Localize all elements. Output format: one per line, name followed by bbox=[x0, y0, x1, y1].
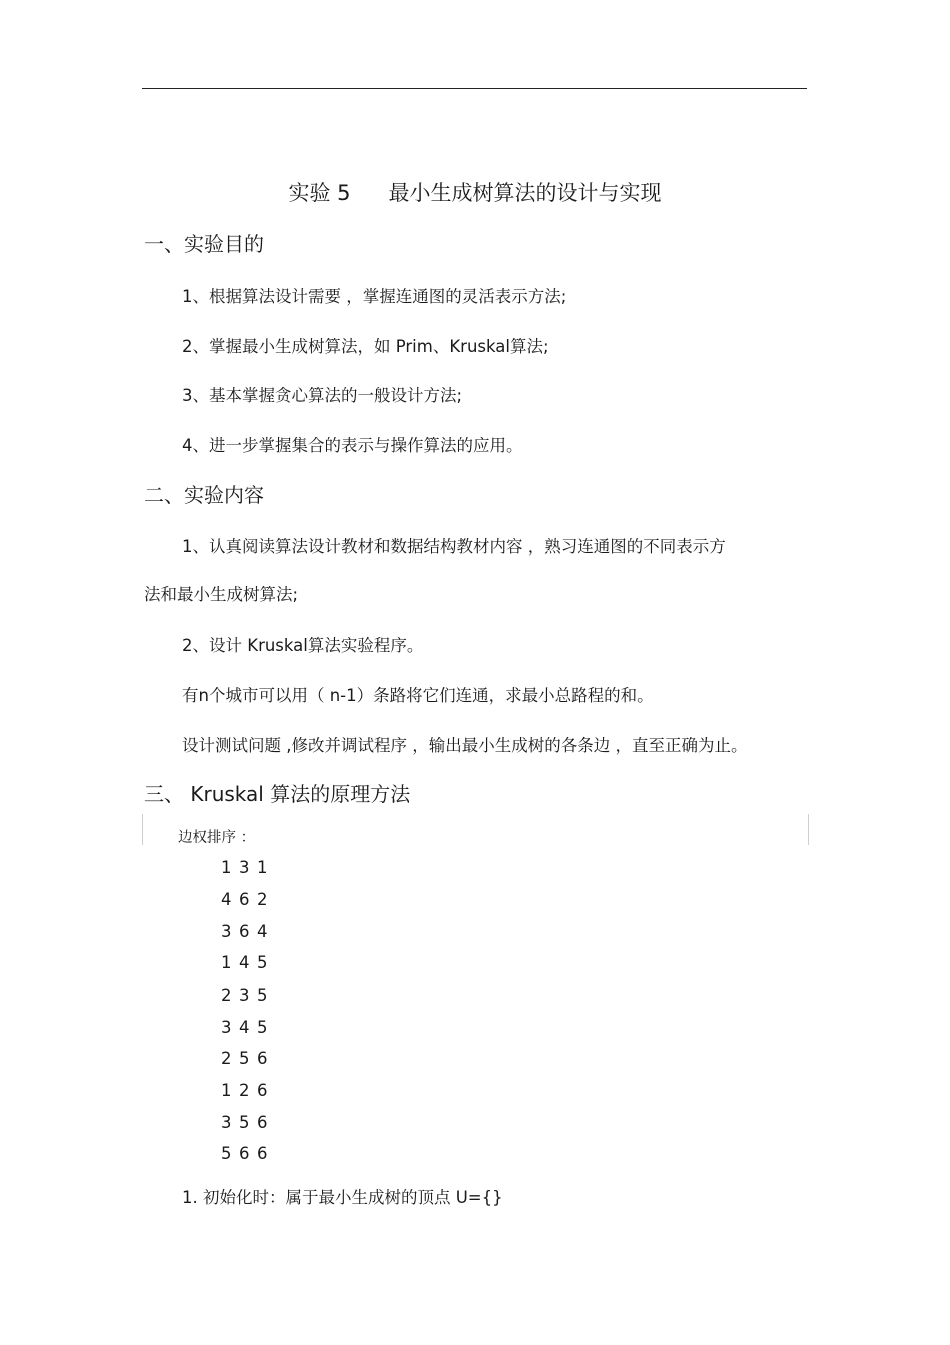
objective-item: 1、根据算法设计需要 ，掌握连通图的灵活表示方法; bbox=[182, 287, 567, 306]
title-prefix: 实验 5 bbox=[288, 181, 351, 205]
edge-row: 3 5 6 bbox=[221, 1113, 268, 1132]
content-item-2: 2、设计 Kruskal算法实验程序。 bbox=[182, 636, 424, 655]
section-heading-content: 二、实验内容 bbox=[144, 483, 264, 507]
content-item-4: 设计测试问题 ,修改并调试程序 ，输出最小生成树的各条边 ，直至正确为止。 bbox=[182, 736, 748, 755]
edge-row: 3 6 4 bbox=[221, 922, 268, 941]
content-item-1-line2: 法和最小生成树算法; bbox=[144, 585, 299, 604]
edge-row: 5 6 6 bbox=[221, 1144, 268, 1163]
objective-item: 4、进一步掌握集合的表示与操作算法的应用。 bbox=[182, 436, 523, 455]
objective-item: 3、基本掌握贪心算法的一般设计方法; bbox=[182, 386, 463, 405]
section-heading-kruskal: 三、 Kruskal 算法的原理方法 bbox=[144, 782, 411, 806]
edge-row: 2 3 5 bbox=[221, 986, 268, 1005]
edge-row: 1 4 5 bbox=[221, 953, 268, 972]
edge-row: 3 4 5 bbox=[221, 1018, 268, 1037]
objective-item: 2、掌握最小生成树算法，如 Prim、Kruskal算法; bbox=[182, 337, 549, 356]
header-rule bbox=[142, 88, 807, 89]
content-item-1-line1: 1、认真阅读算法设计教材和数据结构教材内容 ，熟习连通图的不同表示方 bbox=[182, 537, 726, 556]
document-title bbox=[0, 177, 950, 207]
edge-row: 1 3 1 bbox=[221, 858, 268, 877]
edge-sort-label: 边权排序 ： bbox=[178, 830, 256, 846]
section-heading-objectives: 一、实验目的 bbox=[144, 232, 264, 256]
title-main: 最小生成树算法的设计与实现 bbox=[388, 181, 662, 205]
edge-row: 4 6 2 bbox=[221, 890, 268, 909]
algorithm-step-1: 1. 初始化时：属于最小生成树的顶点 U={} bbox=[182, 1188, 503, 1207]
edge-row: 1 2 6 bbox=[221, 1081, 268, 1100]
content-item-3: 有n个城市可以用（ n-1）条路将它们连通，求最小总路程的和。 bbox=[182, 686, 654, 705]
edge-row: 2 5 6 bbox=[221, 1049, 268, 1068]
